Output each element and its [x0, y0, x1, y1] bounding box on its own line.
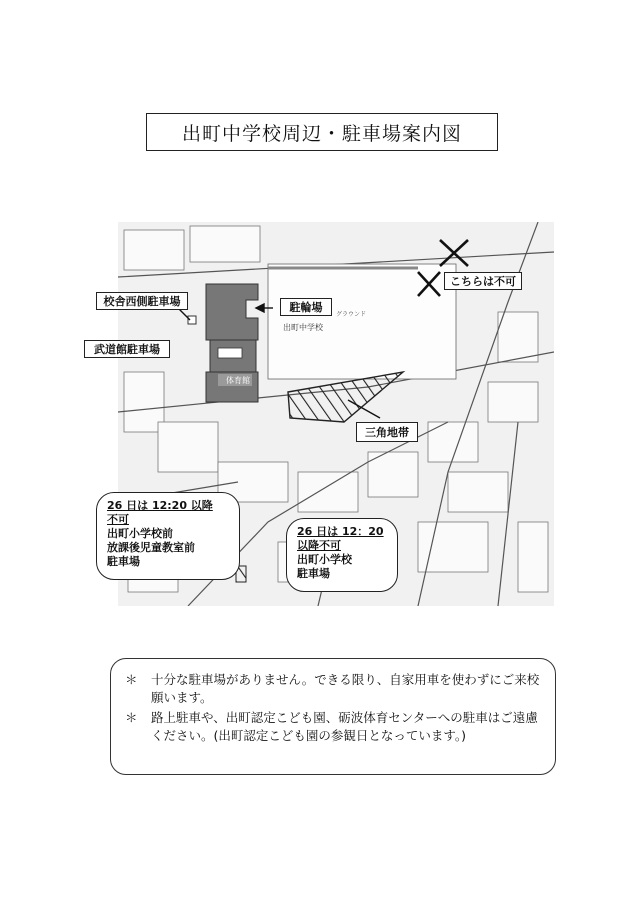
bubble-elementary-parking: 26 日は 12：20 以降不可 出町小学校 駐車場	[286, 518, 398, 592]
bubble-elementary-front: 26 日は 12:20 以降 不可 出町小学校前 放課後児童教室前 駐車場	[96, 492, 240, 580]
ground-label: グラウンド	[336, 311, 367, 318]
building-court	[218, 348, 242, 358]
school-name-label: 出町中学校	[283, 323, 323, 332]
bicycle-parking-label: 駐輪場	[280, 298, 332, 316]
not-allowed-label: こちらは不可	[444, 272, 522, 290]
note-item: ＊ 路上駐車や、出町認定こども園、砺波体育センターへの駐車はご遠慮ください。(出町認定こども園の参観日となっています。)	[125, 710, 538, 743]
budokan-parking-label: 武道館駐車場	[84, 340, 170, 358]
page-title	[146, 113, 498, 151]
title-text: 出町中学校周辺・駐車場案内図	[181, 122, 462, 145]
west-parking-label: 校舎西側駐車場	[96, 292, 188, 310]
gym-label: 体育館	[226, 376, 250, 385]
notes-box	[110, 658, 556, 775]
note-item: ＊ 十分な駐車場がありません。できる限り、自家用車を使わずにご来校願います。	[125, 672, 540, 705]
map	[94, 222, 554, 606]
triangle-zone-label: 三角地帯	[356, 422, 418, 442]
